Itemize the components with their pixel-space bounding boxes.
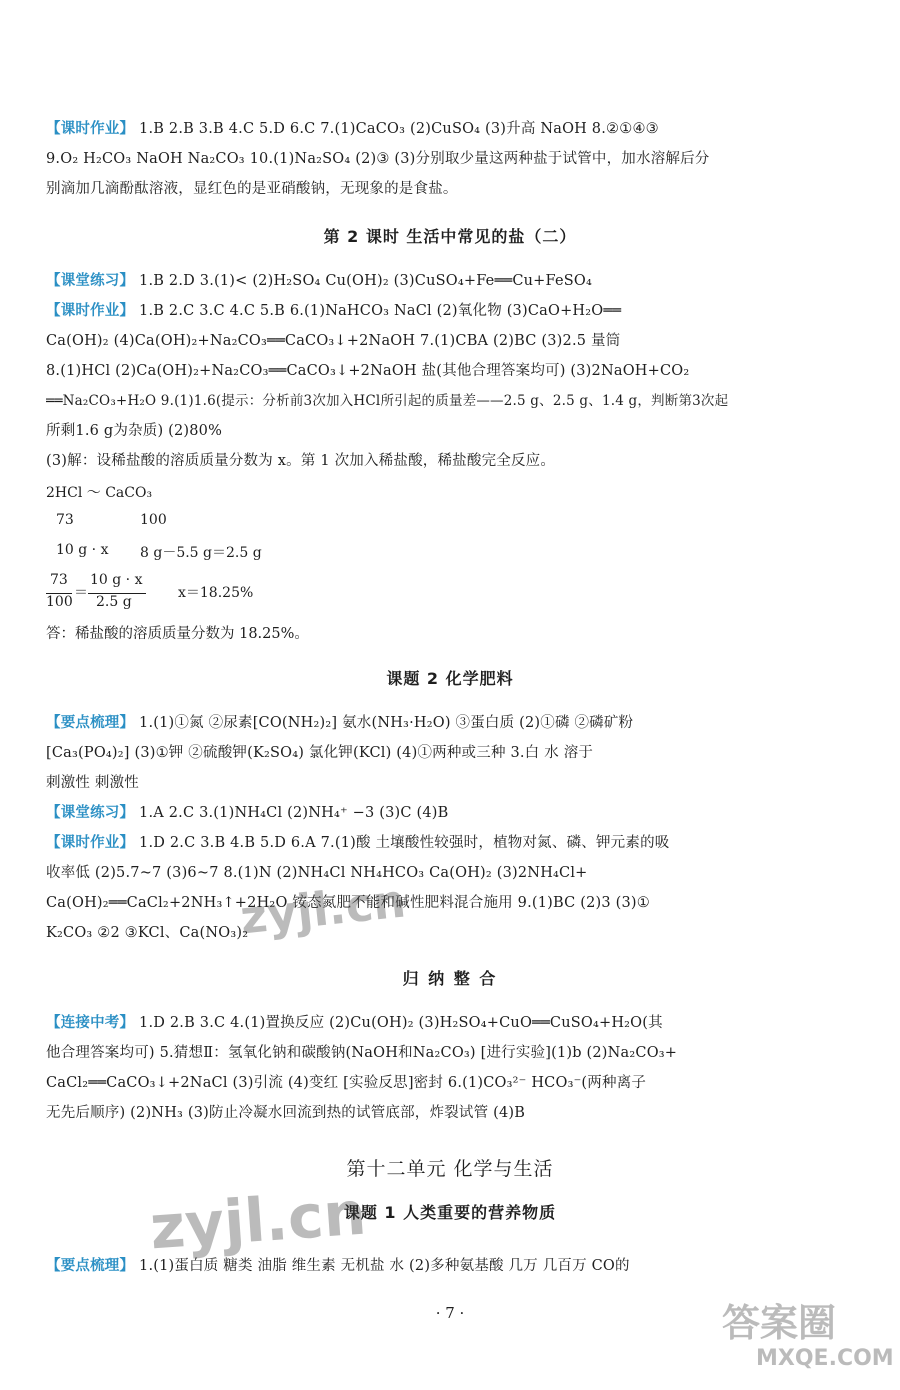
lesson-heading: 第 2 课时 生活中常见的盐（二） xyxy=(323,227,577,246)
text-line xyxy=(46,266,858,296)
section-tag: 【要点梳理】 xyxy=(46,715,135,731)
text-line xyxy=(46,708,858,738)
calc-value: 73 xyxy=(56,512,74,528)
text-line xyxy=(46,1251,858,1281)
text-line: Ca(OH)₂ (4)Ca(OH)₂+Na₂CO₃══CaCO₃↓+2NaOH 7.(1)CBA (2)BC (3)2.5 量筒 xyxy=(46,333,621,349)
text-line: (3)解：设稀盐酸的溶质质量分数为 x。第 1 次加入稀盐酸，稀盐酸完全反应。 xyxy=(46,453,556,469)
section-nutrition xyxy=(46,1251,858,1281)
section-tag: 【课堂练习】 xyxy=(46,805,135,821)
answer-text: 1.D 2.C 3.B 4.B 5.D 6.A 7.(1)酸 土壤酸性较强时，植物对氮、磷、钾元素的吸 xyxy=(134,835,670,851)
answer-text: 1.A 2.C 3.(1)NH₄Cl (2)NH₄⁺ −3 (3)C (4)B xyxy=(134,805,449,821)
answer-text: 1.D 2.B 3.C 4.(1)置换反应 (2)Cu(OH)₂ (3)H₂SO₄+CuO══CuSO₄+H₂O(其 xyxy=(134,1015,663,1031)
text-line: Ca(OH)₂══CaCl₂+2NH₃↑+2H₂O 铵态氮肥不能和碱性肥料混合施用 9.(1)BC (2)3 (3)① xyxy=(46,895,650,911)
equals-sign: ＝ xyxy=(74,585,88,601)
section-tag: 【课时作业】 xyxy=(46,835,135,851)
watermark-logo: zyjl.cn xyxy=(147,1178,369,1264)
text-line: 别滴加几滴酚酞溶液，显红色的是亚硝酸钠，无现象的是食盐。 xyxy=(46,181,458,197)
text-line xyxy=(46,828,858,858)
section-tag: 【连接中考】 xyxy=(46,1015,135,1031)
text-line: 无先后顺序) (2)NH₃ (3)防止冷凝水回流到热的试管底部，炸裂试管 (4)B xyxy=(46,1105,526,1121)
fraction-numerator: 73 xyxy=(50,572,68,588)
text-line: 8.(1)HCl (2)Ca(OH)₂+Na₂CO₃══CaCO₃↓+2NaOH 盐(其他合理答案均可) (3)2NaOH+CO₂ xyxy=(46,363,690,379)
calc-line: 2HCl ～ CaCO₃ xyxy=(46,485,153,501)
text-line: CaCl₂══CaCO₃↓+2NaCl (3)引流 (4)变红 [实验反思]密封 6.(1)CO₃²⁻ HCO₃⁻(两种离子 xyxy=(46,1075,647,1091)
summary-heading: 归 纳 整 合 xyxy=(402,969,498,988)
text-line: 9.O₂ H₂CO₃ NaOH Na₂CO₃ 10.(1)Na₂SO₄ (2)③ (3)分别取少量这两种盐于试管中，加水溶解后分 xyxy=(46,151,710,167)
text-line xyxy=(46,114,858,144)
topic-heading: 课题 1 人类重要的营养物质 xyxy=(343,1203,557,1222)
text-line: [Ca₃(PO₄)₂] (3)①钾 ②硫酸钾(K₂SO₄) 氯化钾(KCl) (4)①两种或三种 3.白 水 溶于 xyxy=(46,745,594,761)
text-line xyxy=(46,798,858,828)
unit-heading: 第十二单元 化学与生活 xyxy=(346,1158,554,1180)
answer-text: 1.(1)①氮 ②尿素[CO(NH₂)₂] 氨水(NH₃·H₂O) ③蛋白质 (2)①磷 ②磷矿粉 xyxy=(134,715,634,731)
section-fertilizer xyxy=(46,708,858,948)
text-line: K₂CO₃ ②2 ③KCl、Ca(NO₃)₂ xyxy=(46,925,249,941)
result: x＝18.25% xyxy=(178,585,254,601)
fraction-equation xyxy=(46,572,346,612)
watermark-logo: MXQE.COM xyxy=(756,1346,894,1371)
text-line: 刺激性 刺激性 xyxy=(46,775,140,791)
section-tag: 【要点梳理】 xyxy=(46,1258,135,1274)
text-line: 收率低 (2)5.7~7 (3)6~7 8.(1)N (2)NH₄Cl NH₄HCO₃ Ca(OH)₂ (3)2NH₄Cl+ xyxy=(46,865,588,881)
section-tag: 【课时作业】 xyxy=(46,303,135,319)
answer-text: 1.B 2.D 3.(1)< (2)H₂SO₄ Cu(OH)₂ (3)CuSO₄+Fe══Cu+FeSO₄ xyxy=(134,273,592,289)
watermark-logo: 答案圈 xyxy=(722,1301,837,1345)
fraction-denominator: 100 xyxy=(46,594,73,610)
section-tag: 【课时作业】 xyxy=(46,121,135,137)
text-line: ══Na₂CO₃+H₂O 9.(1)1.6(提示：分析前3次加入HCl所引起的质量差——2.5 g、2.5 g、1.4 g，判断第3次起 xyxy=(46,393,729,409)
section-exam-link xyxy=(46,1008,858,1128)
page-number: · 7 · xyxy=(435,1304,465,1322)
calc-value: 10 g · x xyxy=(56,542,109,558)
text-line xyxy=(46,296,858,326)
answer-text: 1.B 2.C 3.C 4.C 5.B 6.(1)NaHCO₃ NaCl (2)氧化物 (3)CaO+H₂O══ xyxy=(134,303,622,319)
section-homework-1 xyxy=(46,114,858,204)
section-lesson2 xyxy=(46,266,858,476)
text-line xyxy=(46,1008,858,1038)
answer-conclusion: 答：稀盐酸的溶质质量分数为 18.25%。 xyxy=(46,626,309,642)
calc-value: 8 g－5.5 g＝2.5 g xyxy=(140,545,262,561)
answer-text: 1.(1)蛋白质 糖类 油脂 维生素 无机盐 水 (2)多种氨基酸 几万 几百万 CO的 xyxy=(134,1258,630,1274)
answer-text: 1.B 2.B 3.B 4.C 5.D 6.C 7.(1)CaCO₃ (2)CuSO₄ (3)升高 NaOH 8.②①④③ xyxy=(134,121,659,137)
section-tag: 【课堂练习】 xyxy=(46,273,135,289)
watermark-logo: zyjl.cn xyxy=(237,873,409,945)
text-line: 所剩1.6 g为杂质) (2)80% xyxy=(46,423,223,439)
text-line: 他合理答案均可) 5.猜想Ⅱ：氢氧化钠和碳酸钠(NaOH和Na₂CO₃) [进行实验](1)b (2)Na₂CO₃+ xyxy=(46,1045,678,1061)
calc-value: 100 xyxy=(140,512,167,528)
fraction-denominator: 2.5 g xyxy=(96,594,132,610)
topic-heading: 课题 2 化学肥料 xyxy=(386,669,514,688)
fraction-numerator: 10 g · x xyxy=(90,572,143,588)
